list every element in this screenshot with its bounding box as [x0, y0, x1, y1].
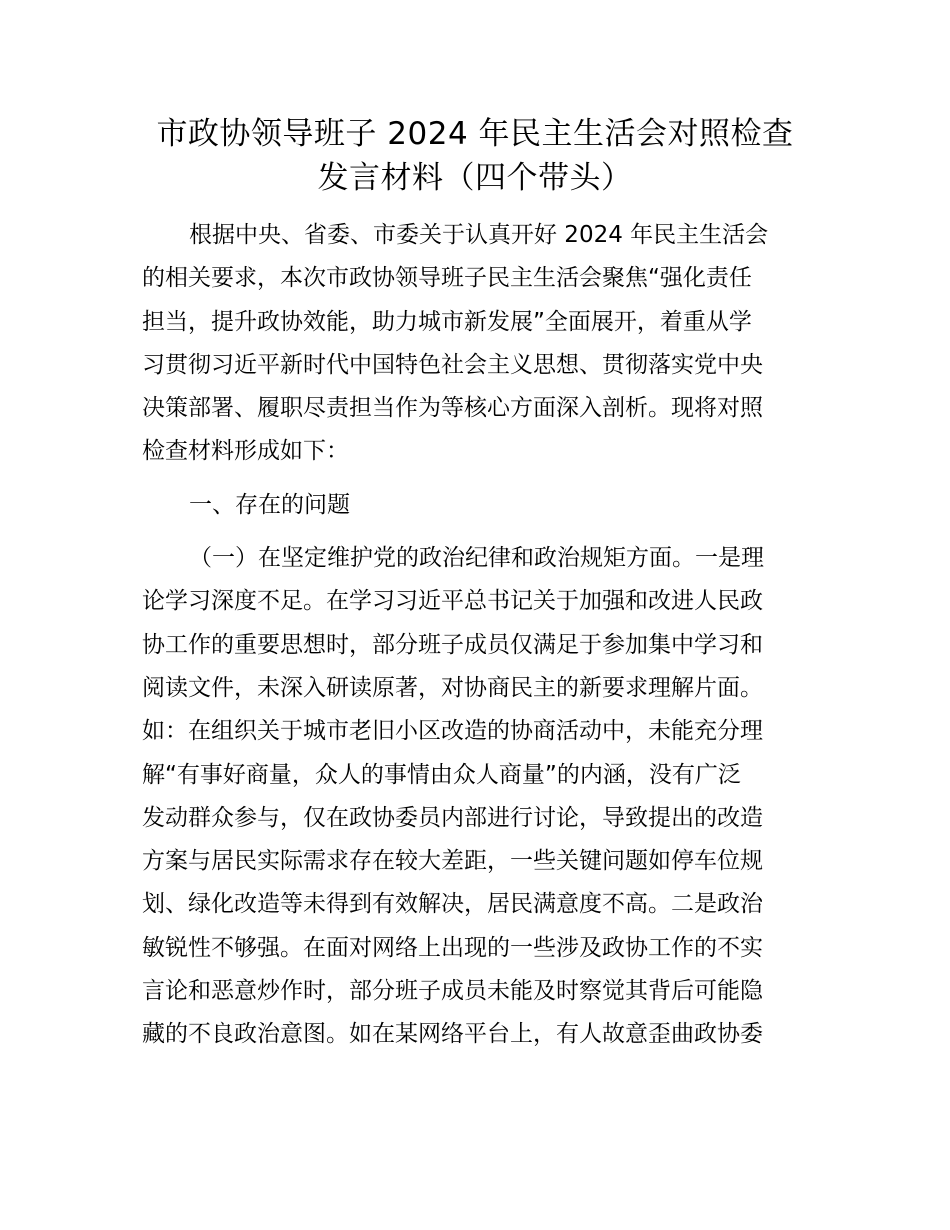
text-line: 如：在组织关于城市老旧小区改造的协商活动中，未能充分理: [142, 718, 763, 745]
document-body: [142, 214, 812, 1057]
title-line-1: 市政协领导班子 2024 年民主生活会对照检查: [156, 116, 794, 152]
text-line: 敏锐性不够强。在面对网络上出现的一些涉及政协工作的不实: [142, 934, 763, 961]
text-line: 习贯彻习近平新时代中国特色社会主义思想、贯彻落实党中央: [142, 351, 763, 378]
text-line: 的相关要求，本次市政协领导班子民主生活会聚焦“强化责任: [142, 265, 752, 292]
text-line: 藏的不良政治意图。如在某网络平台上，有人故意歪曲政协委: [142, 1021, 763, 1048]
text-line: 协工作的重要思想时，部分班子成员仅满足于参加集中学习和: [142, 631, 763, 658]
text-line: （一）在坚定维护党的政治纪律和政治规矩方面。一是理: [189, 545, 764, 572]
problem-paragraph: [142, 537, 812, 1057]
text-line: 论学习深度不足。在学习习近平总书记关于加强和改进人民政: [142, 588, 763, 615]
text-line: 检查材料形成如下：: [142, 438, 349, 465]
text-line: 发动群众参与，仅在政协委员内部进行讨论，导致提出的改造: [142, 804, 763, 831]
title-line-2: 发言材料（四个带头）: [317, 160, 633, 196]
text-line: 言论和恶意炒作时，部分班子成员未能及时察觉其背后可能隐: [142, 978, 763, 1005]
intro-paragraph: [142, 214, 812, 474]
document-title: [120, 112, 830, 200]
section-heading: 一、存在的问题: [189, 491, 350, 518]
text-line: 担当，提升政协效能，助力城市新发展”全面展开，着重从学: [142, 308, 752, 335]
paragraph-gap: [142, 474, 812, 484]
text-line: 解“有事好商量，众人的事情由众人商量”的内涵，没有广泛: [142, 761, 741, 788]
text-line: 划、绿化改造等未得到有效解决，居民满意度不高。二是政治: [142, 891, 763, 918]
text-line: 根据中央、省委、市委关于认真开好 2024 年民主生活会: [189, 222, 769, 248]
text-line: 方案与居民实际需求存在较大差距，一些关键问题如停车位规: [142, 848, 763, 875]
text-line: 决策部署、履职尽责担当作为等核心方面深入剖析。现将对照: [142, 395, 763, 422]
paragraph-gap: [142, 527, 812, 537]
text-line: 阅读文件，未深入研读原著，对协商民主的新要求理解片面。: [142, 674, 763, 701]
